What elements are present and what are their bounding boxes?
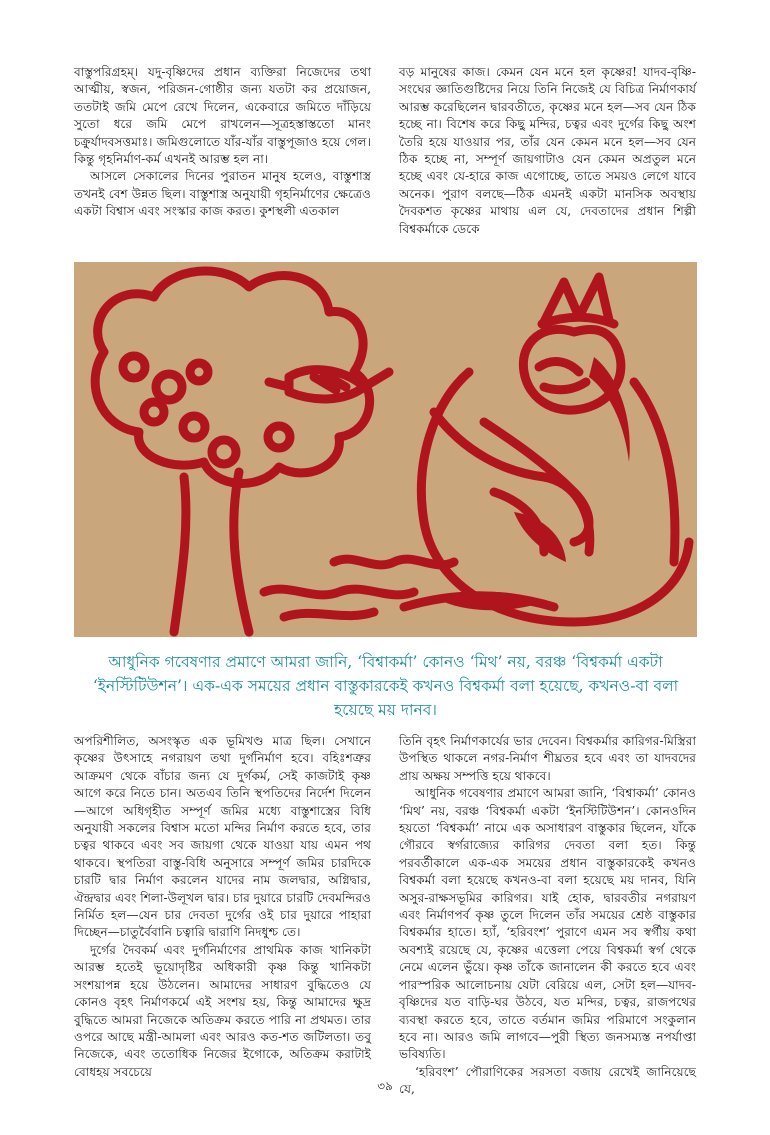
text-column-top-right bbox=[399, 64, 696, 238]
text-column-bottom-right bbox=[399, 733, 696, 1099]
paragraph: বাস্তুপরিগ্রহম্। যদু-বৃষ্ণিদের প্রধান ব্যক্তিরা নিজেদের তথা আত্মীয়, স্বজন, পরিজন-গোষ্ঠীর জন্য যতটা কর প্রয়োজন, ততটাই জমি মেপে রেখে দিলেন, একেবারে জমিতে দাঁড়িয়ে সুতো ধরে জমি মেপে রাখলেন—সূত্রহস্তাস্ততো মানং চক্রুর্যাদবসত্তমাঃ। জমিগুলোতে যাঁর-যাঁর বাস্তুপূজাও হয়ে গেল। কিন্তু গৃহনির্মাণ-কর্ম এখনই আরম্ভ হল না। bbox=[74, 65, 371, 167]
page-number: ৩৯ bbox=[377, 1079, 393, 1093]
paragraph: আসলে সেকালের দিনের পুরাতন মানুষ হলেও, বাস্তুশাস্ত্র তখনই বেশ উন্নত ছিল। বাস্তুশাস্ত্র অনুযায়ী গৃহনির্মাণের ক্ষেত্রেও একটা বিশ্বাস এবং সংস্কার কাজ করত। কুশস্থলী এতকাল bbox=[74, 169, 371, 219]
text-column-top-left bbox=[74, 64, 371, 221]
paragraph: ‘হরিবংশ’ পৌরাণিকের সরসতা বজায় রেখেই জানিয়েছে যে, bbox=[399, 1064, 696, 1097]
paragraph: অপরিশীলিত, অসংস্কৃত এক ভূমিখণ্ড মাত্র ছিল। সেখানে কৃষ্ণের উৎসাহে নগরায়ণ তথা দুর্গনির্মাণ হবে। বহিঃশত্রুর আক্রমণ থেকে বাঁচার জন্য যে দুর্গকর্ম, সেই কাজটাই কৃষ্ণ আগে করে নিতে চান। অতএব তিনি স্থপতিদের নির্দেশ দিলেন—আগে অধিগৃহীত সম্পূর্ণ জমির মধ্যে বাস্তুশাস্ত্রের বিধি অনুযায়ী সকলের বিশ্বাস মতো মন্দির নির্মাণ করতে হবে, তার চত্বর থাকবে এবং সব জায়গা থেকে যাওয়া যায় এমন পথ থাকবে। স্থপতিরা বাস্তু-বিধি অনুসারে সম্পূর্ণ জমির চারদিকে চারটি দ্বার নির্মাণ করলেন যাদের নাম জলদ্বার, অগ্নিদ্বার, ঐন্দ্রদ্বার এবং শিলা-উলূখল দ্বার। চার দুয়ারে চারটি দেবমন্দিরও নির্মিত হল—যেন চার দেবতা দুর্গের ওই চার দুয়ারে পাহারা দিচ্ছেন—চাতুর্বৈবানি চত্বারি দ্বারাণি নিদধুশ্চ তে। bbox=[74, 734, 371, 940]
illustration bbox=[74, 262, 697, 637]
illustration-drawing bbox=[74, 262, 697, 637]
text-column-bottom-left bbox=[74, 733, 371, 1081]
paragraph: আধুনিক গবেষণার প্রমাণে আমরা জানি, ‘বিশ্বাকর্মা’ কোনও ‘মিথ’ নয়, বরঞ্চ ‘বিশ্বকর্মা একটা ‘ইনস্টিটিউশন’। কোনওদিন হয়তো ‘বিশ্বকর্মা’ নামে এক অসাধারণ বাস্তুকার ছিলেন, যাঁকে গৌরবে স্বর্গরাজ্যের কারিগর দেবতা বলা হত। কিন্তু পরবর্তীকালে এক-এক সময়ের প্রধান বাস্তুকারকেই কখনও বিশ্বকর্মা বলা হয়েছে কখনও-বা বলা হয়েছে ময় দানব, যিনি অসুর-রাক্ষসভূমির কারিগর। যাই হোক, দ্বারবতীর নগরায়ণ এবং নির্মাণপর্ব কৃষ্ণ তুলে দিলেন তাঁর সময়ের শ্রেষ্ঠ বাস্তুকার বিশ্বকর্মার হাতে। হ্যাঁ, ‘হরিবংশ’ পুরাণে এমন সব স্বর্গীয় কথা অবশ্যই রয়েছে যে, কৃষ্ণের এত্তেলা পেয়ে বিশ্বকর্মা স্বর্গ থেকে নেমে এলেন ভুঁয়ে। কৃষ্ণ তাঁকে জানালেন কী করতে হবে এবং পারস্পরিক আলোচনায় যেটা বেরিয়ে এল, সেটা হল—যাদব-বৃষ্ণিদের যত বাড়ি-ঘর উঠবে, যত মন্দির, চত্বর, রাজপথের ব্যবস্থা করতে হবে, তাতে বর্তমান জমির পরিমাণে সংকুলান হবে না। আরও জমি লাগবে—পুরী স্থিত্য জনসম্যস্ত নপর্যাপ্তা ভবিষ্যতি। bbox=[399, 786, 696, 1062]
pull-quote: আধুনিক গবেষণার প্রমাণে আমরা জানি, ‘বিশ্বাকর্মা’ কোনও ‘মিথ’ নয়, বরঞ্চ ‘বিশ্বকর্মা একটা ‘ইনস্টিটিউশন’। এক-এক সময়ের প্রধান বাস্তুকারকেই কখনও বিশ্বকর্মা বলা হয়েছে, কখনও-বা বলা হয়েছে ময় দানব। bbox=[92, 653, 679, 719]
paragraph: বড় মানুষের কাজ। কেমন যেন মনে হল কৃষ্ণের! যাদব-বৃষ্ণি-সংঘের জ্ঞাতিগুষ্টিদের নিয়ে তিনি নিজেই যে বিচিত্র নির্মাণকার্য আরম্ভ করেছিলেন দ্বারবতীতে, কৃষ্ণের মনে হল—সব যেন ঠিক হচ্ছে না। বিশেষ করে কিছু মন্দির, চত্বর এবং দুর্গের কিছু অংশ তৈরি হয়ে যাওয়ার পর, তাঁর যেন কেমন মনে হল—সব যেন ঠিক হচ্ছে না, সম্পূর্ণ জায়গাটাও যেন কেমন অপ্রতুল মনে হচ্ছে এবং যে-হারে কাজ এগোচ্ছে, তাতে সময়ও লেগে যাবে অনেক। পুরাণ বলছে—ঠিক এমনই একটা মানসিক অবস্থায় দৈবকশত কৃষ্ণের মাথায় এল যে, দেবতাদের প্রধান শিল্পী বিশ্বকর্মাকে ডেকে bbox=[399, 65, 696, 236]
paragraph: দুর্গের দৈবকর্ম এবং দুর্গনির্মাণের প্রাথমিক কাজ খানিকটা আরম্ভ হতেই ভূয়োদৃষ্টির অধিকারী কৃষ্ণ কিন্তু খানিকটা সংশয়াপন্ন হয়ে উঠলেন। আমাদের সাধারণ বুদ্ধিতেও যে কোনও বৃহৎ নির্মাণকর্মে এই সংশয় হয়, কিন্তু আমাদের ক্ষুদ্র বুদ্ধিতে আমরা নিজেকে অতিক্রম করতে পারি না প্রথমত। তার ওপরে আছে মন্ত্রী-আমলা এবং আরও কত-শত জটিলতা। তবু নিজেকে, এবং ততোধিক নিজের ইগোকে, অতিক্রম করাটাই বোধহয় সবচেয়ে bbox=[74, 942, 371, 1079]
paragraph: তিনি বৃহৎ নির্মাণকার্যের ভার দেবেন। বিশ্বকর্মার কারিগর-মিস্ত্রিরা উপস্থিত থাকলে নগর-নির্মাণ শীঘ্রতর হবে এবং তা যাদবদের প্রায় অক্ষয় সম্পত্তি হয়ে থাকবে। bbox=[399, 734, 696, 783]
